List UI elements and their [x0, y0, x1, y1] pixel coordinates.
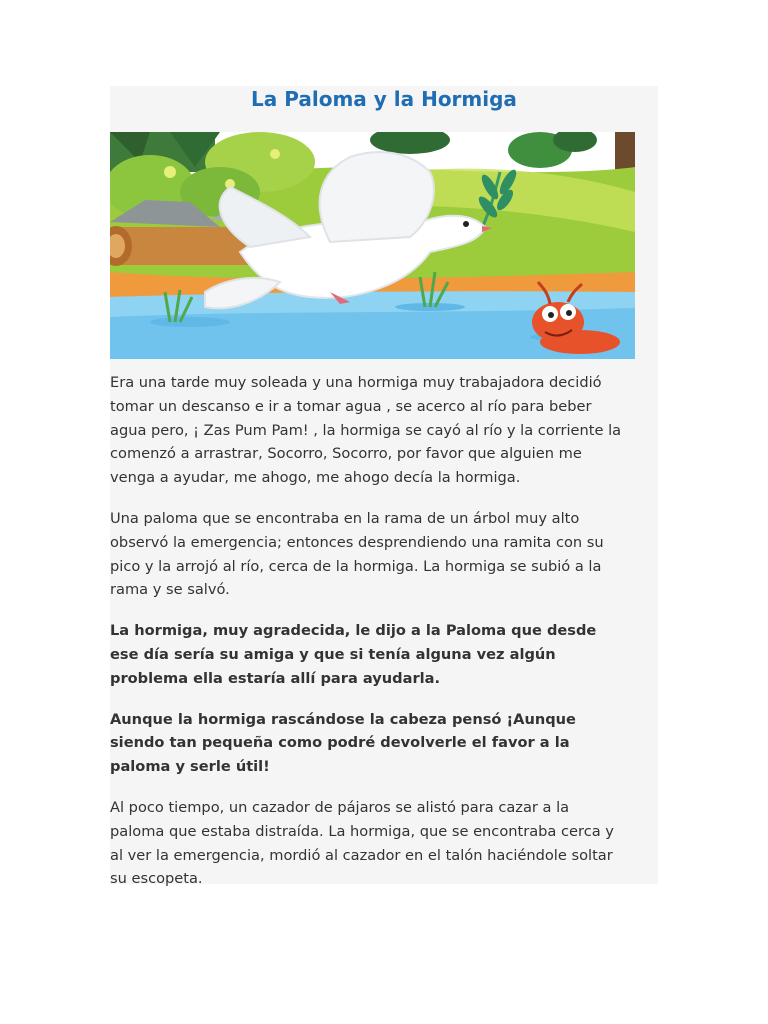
document-page [110, 86, 658, 888]
paragraph-2: Una paloma que se encontraba en la rama de un árbol muy alto observó la emergencia; entonces desprendiendo una ramita con su pico y la arrojó al río, cerca de la hormiga. La hormiga se subió a la rama y se salvó. [110, 509, 604, 599]
story-body [110, 371, 658, 891]
paragraph-1: Era una tarde muy soleada y una hormiga muy trabajadora decidió tomar un descanso e ir a tomar agua , se acerco al río para beber agua pero, ¡ Zas Pum Pam! , la hormiga se cayó al río y la corriente la comenzó a arrastrar, Socorro, Socorro, por favor que alguien me venga a ayudar, me ahogo, me ahogo decía la hormiga. [110, 374, 622, 487]
paragraph-3: La hormiga, muy agradecida, le dijo a la Paloma que desde ese día sería su amiga y que si tenía alguna vez algún problema ella estaría allí para ayudarla. [110, 622, 597, 687]
paragraph-5: Al poco tiempo, un cazador de pájaros se alistó para cazar a la paloma que estaba distraída. La hormiga, que se encontraba cerca y al ver la emergencia, mordió al cazador en el talón haciéndole soltar su escopeta. [110, 798, 614, 888]
story-illustration [110, 132, 635, 359]
page-title: La Paloma y la Hormiga [251, 87, 517, 111]
paragraph-4: Aunque la hormiga rascándose la cabeza pensó ¡Aunque siendo tan pequeña como podré devolverle el favor a la paloma y serle útil! [110, 710, 576, 776]
